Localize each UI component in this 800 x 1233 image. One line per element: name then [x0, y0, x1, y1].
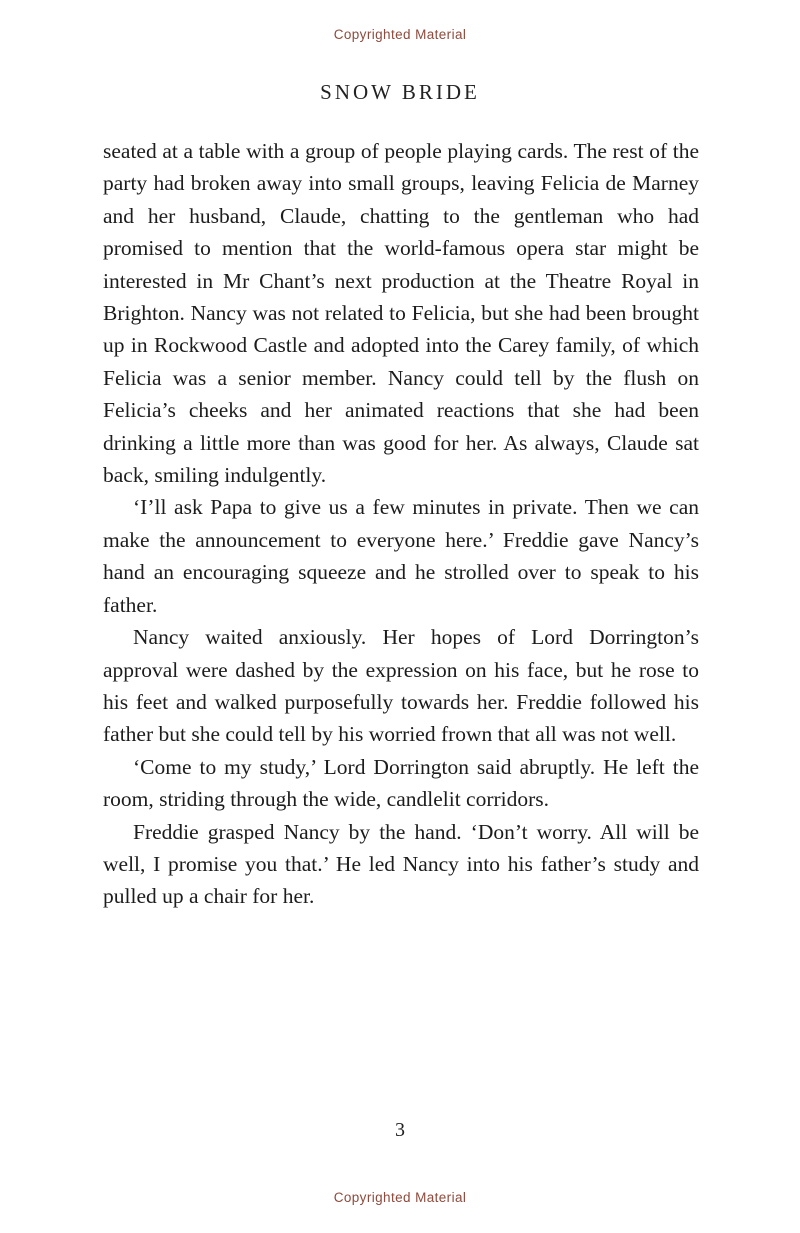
copyright-notice-bottom: Copyrighted Material	[333, 1190, 467, 1205]
body-paragraph: ‘I’ll ask Papa to give us a few minutes in private. Then we can make the announcement to everyone here.’ Freddie gave Nancy’s hand an encouraging squeeze and he strolled over to speak to his father.	[103, 495, 699, 617]
body-paragraph: Nancy waited anxiously. Her hopes of Lord Dorrington’s approval were dashed by the expression on his face, but he rose to his feet and walked purposefully towards her. Freddie followed his father but she could tell by his worried frown that all was not well.	[103, 625, 699, 747]
book-title-header: SNOW BRIDE	[320, 80, 480, 104]
body-paragraph: Freddie grasped Nancy by the hand. ‘Don’t worry. All will be well, I promise you that.’ He led Nancy into his father’s study and pulled up a chair for her.	[103, 819, 699, 909]
body-text	[103, 135, 699, 913]
body-paragraph: ‘Come to my study,’ Lord Dorrington said abruptly. He left the room, striding through the wide, candlelit corridors.	[103, 754, 699, 812]
copyright-notice-top: Copyrighted Material	[333, 27, 467, 42]
page-number: 3	[395, 1119, 405, 1141]
body-paragraph: seated at a table with a group of people playing cards. The rest of the party had broken away into small groups, leaving Felicia de Marney and her husband, Claude, chatting to the gentleman who had promised to mention that the world-famous opera star might be interested in Mr Chant’s next production at the Theatre Royal in Brighton. Nancy was not related to Felicia, but she had been brought up in Rockwood Castle and adopted into the Carey family, of which Felicia was a senior member. Nancy could tell by the flush on Felicia’s cheeks and her animated reactions that she had been drinking a little more than was good for her. As always, Claude sat back, smiling indulgently.	[103, 139, 699, 488]
